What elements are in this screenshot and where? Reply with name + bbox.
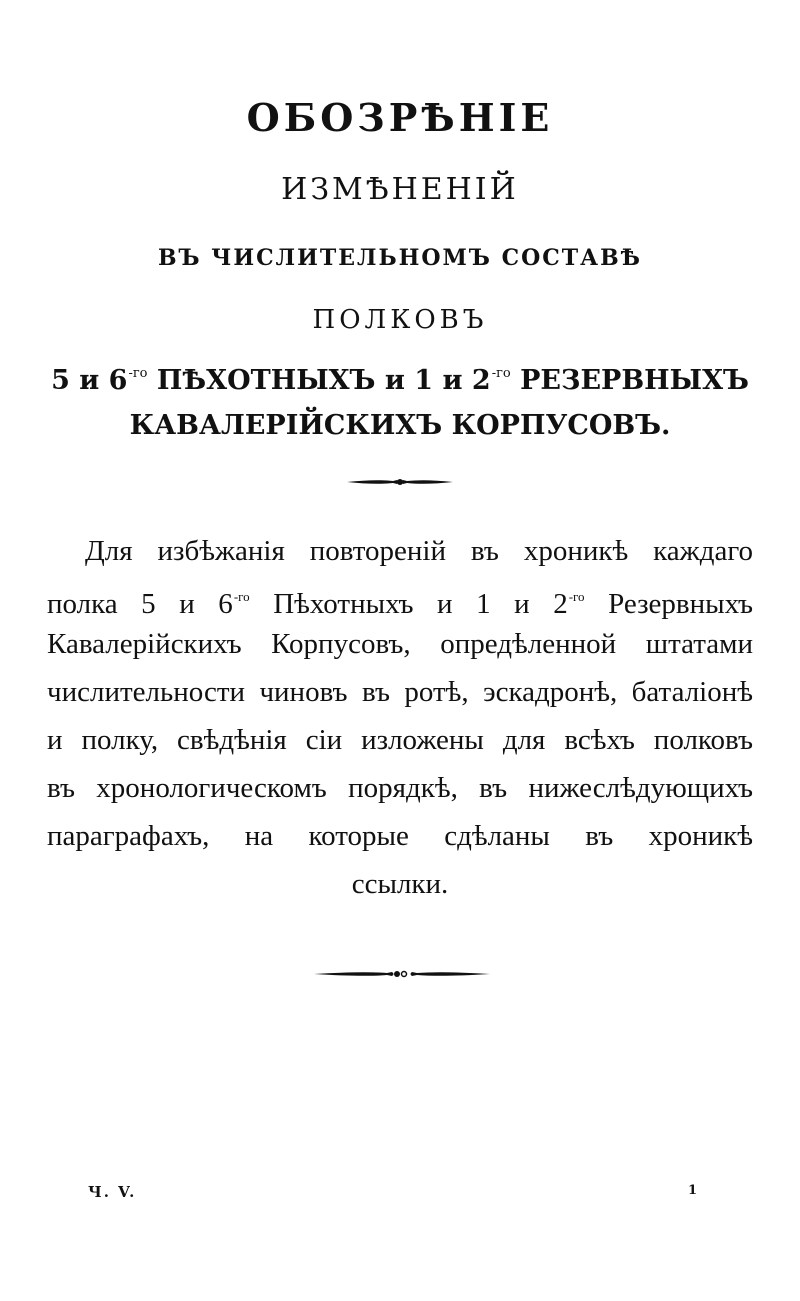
text-part: полка 5 и 6 bbox=[47, 588, 233, 620]
footer-signature: Ч. V. bbox=[88, 1183, 137, 1201]
text-part: Резервныхъ bbox=[584, 588, 753, 620]
subtitle-cavalry-corps: КАВАЛЕРІЙСКИХЪ КОРПУСОВЪ. bbox=[129, 410, 671, 441]
title-part: РЕЗЕРВНЫХЪ bbox=[510, 365, 749, 396]
paragraph-line-last: ссылки. bbox=[351, 868, 449, 900]
page-title: ОБОЗРѢНІЕ bbox=[246, 95, 554, 140]
page-number: 1 bbox=[688, 1183, 698, 1198]
ornament-divider-bottom bbox=[312, 964, 492, 984]
paragraph-line: и полку, свѣдѣнія сіи изложены для всѣхъ полковъ bbox=[47, 724, 753, 756]
paragraph-line: параграфахъ, на которые сдѣланы въ хроникѣ bbox=[47, 820, 753, 852]
subtitle-polkov: ПОЛКОВЪ bbox=[312, 305, 488, 335]
superscript: -го bbox=[233, 589, 250, 604]
subtitle-izmeneniy: ИЗМѢНЕНІЙ bbox=[281, 172, 519, 207]
subtitle-sostav: ВЪ ЧИСЛИТЕЛЬНОМЪ СОСТАВѢ bbox=[157, 245, 643, 271]
subtitle-corps-line bbox=[0, 365, 800, 396]
paragraph-line bbox=[47, 577, 753, 624]
text-part: Пѣхотныхъ и 1 и 2 bbox=[249, 588, 568, 620]
superscript: -го bbox=[568, 589, 585, 604]
ornament-divider-top bbox=[345, 474, 455, 490]
paragraph-line: въ хронологическомъ порядкѣ, въ нижеслѣдующихъ bbox=[47, 772, 753, 804]
paragraph-line: Для избѣжанія повтореній въ хроникѣ каждаго bbox=[85, 535, 753, 567]
title-superscript: -го bbox=[491, 366, 511, 381]
title-superscript: -го bbox=[128, 366, 148, 381]
paragraph-line: Кавалерійскихъ Корпусовъ, опредѣленной штатами bbox=[47, 628, 753, 660]
paragraph-line: числительности чиновъ въ ротѣ, эскадронѣ, баталіонѣ bbox=[47, 676, 753, 708]
title-part: 5 и 6 bbox=[51, 365, 128, 396]
title-part: ПѢХОТНЫХЪ и 1 и 2 bbox=[147, 365, 491, 396]
